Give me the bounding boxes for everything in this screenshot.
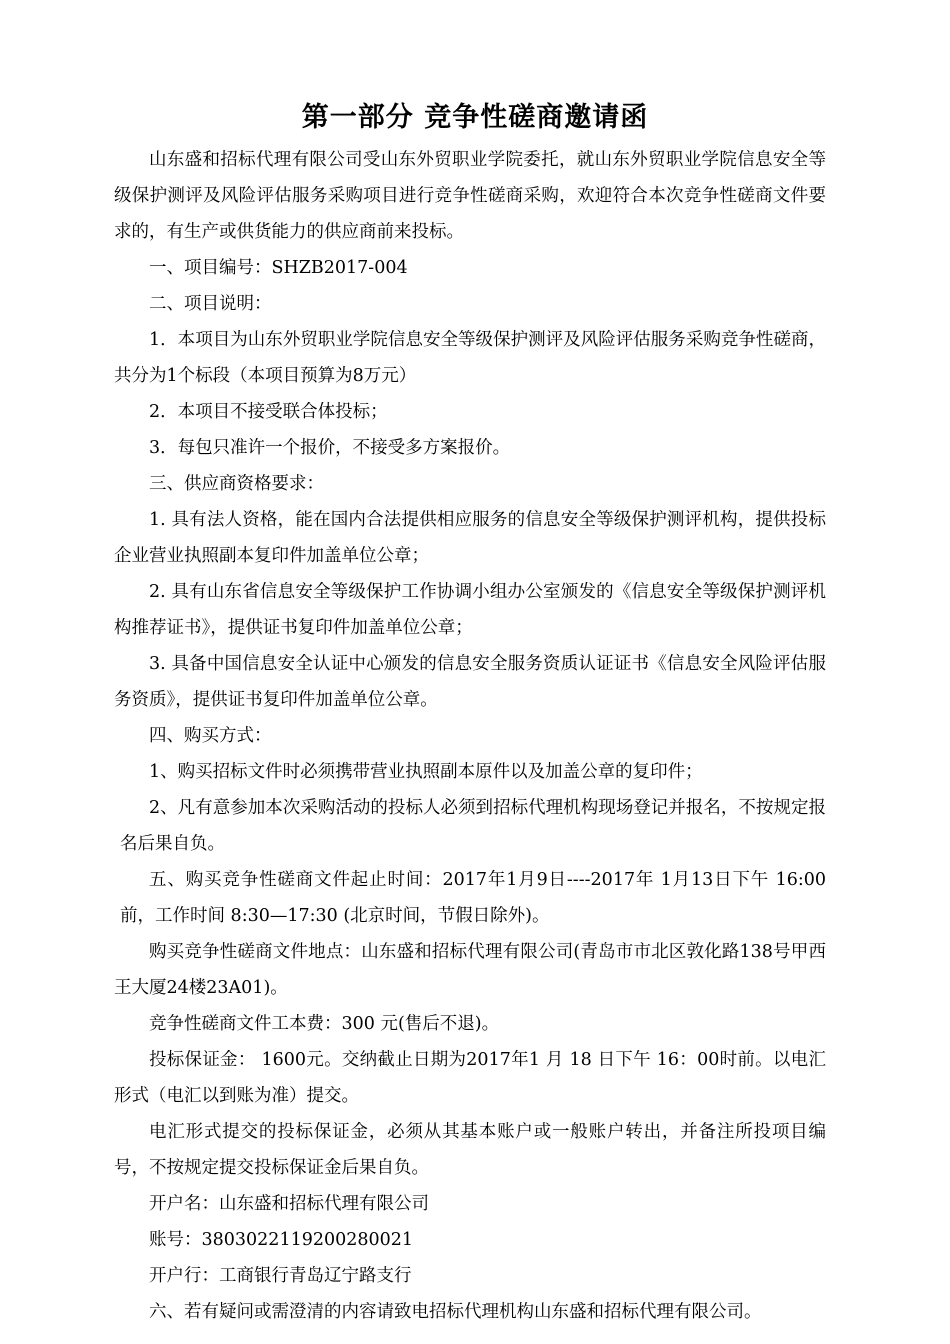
account-bank: 开户行：工商银行青岛辽宁路支行: [149, 1266, 412, 1286]
document-body: [114, 142, 826, 1330]
qualification-item-3: 3. 具备中国信息安全认证中心颁发的信息安全服务资质认证证书《信息安全风险评估服务资质》，提供证书复印件加盖单位公章。: [114, 654, 826, 710]
project-description-item-1: 1．本项目为山东外贸职业学院信息安全等级保护测评及风险评估服务采购竞争性磋商，共分为1个标段（本项目预算为8万元）: [114, 330, 826, 386]
qualification-item-1: 1. 具有法人资格，能在国内合法提供相应服务的信息安全等级保护测评机构，提供投标企业营业执照副本复印件加盖单位公章；: [114, 510, 826, 566]
purchase-method-item-2: 2、凡有意参加本次采购活动的投标人必须到招标代理机构现场登记并报名，不按规定报名后果自负。: [120, 798, 826, 854]
project-description-item-3: 3．每包只准许一个报价，不接受多方案报价。: [149, 438, 511, 458]
account-name: 开户名：山东盛和招标代理有限公司: [149, 1194, 429, 1214]
page-title: 第一部分 竞争性磋商邀请函: [301, 102, 649, 133]
project-number: 一、项目编号：SHZB2017-004: [149, 258, 408, 278]
purchase-method-item-1: 1、购买招标文件时必须携带营业执照副本原件以及加盖公章的复印件；: [149, 762, 703, 782]
qualification-item-2: 2. 具有山东省信息安全等级保护工作协调小组办公室颁发的《信息安全等级保护测评机构推荐证书》，提供证书复印件加盖单位公章；: [114, 582, 826, 638]
purchase-period: 五、购买竞争性磋商文件起止时间：2017年1月9日----2017年 1月13日下午 16:00前，工作时间 8:30—17:30 (北京时间，节假日除外)。: [120, 870, 826, 926]
document-fee: 竞争性磋商文件工本费：300 元(售后不退)。: [149, 1014, 500, 1034]
project-description-item-2: 2．本项目不接受联合体投标；: [149, 402, 388, 422]
bid-bond-note: 电汇形式提交的投标保证金，必须从其基本账户或一般账户转出，并备注所投项目编号，不按规定提交投标保证金后果自负。: [114, 1122, 826, 1178]
section-heading-purchase-method: 四、购买方式：: [149, 726, 272, 746]
contact-inquiry: 六、若有疑问或需澄清的内容请致电招标代理机构山东盛和招标代理有限公司。: [149, 1302, 762, 1322]
section-heading-project-description: 二、项目说明：: [149, 294, 272, 314]
account-number: 账号：3803022119200280021: [149, 1230, 414, 1250]
section-heading-qualifications: 三、供应商资格要求：: [149, 474, 324, 494]
bid-bond: 投标保证金： 1600元。交纳截止日期为2017年1 月 18 日下午 16：00时前。以电汇形式（电汇以到账为准）提交。: [114, 1050, 826, 1106]
intro-paragraph: 山东盛和招标代理有限公司受山东外贸职业学院委托，就山东外贸职业学院信息安全等级保护测评及风险评估服务采购项目进行竞争性磋商采购，欢迎符合本次竞争性磋商文件要求的，有生产或供货能力的供应商前来投标。: [114, 150, 826, 242]
purchase-location: 购买竞争性磋商文件地点：山东盛和招标代理有限公司(青岛市市北区敦化路138号甲西王大厦24楼23A01)。: [114, 942, 826, 998]
